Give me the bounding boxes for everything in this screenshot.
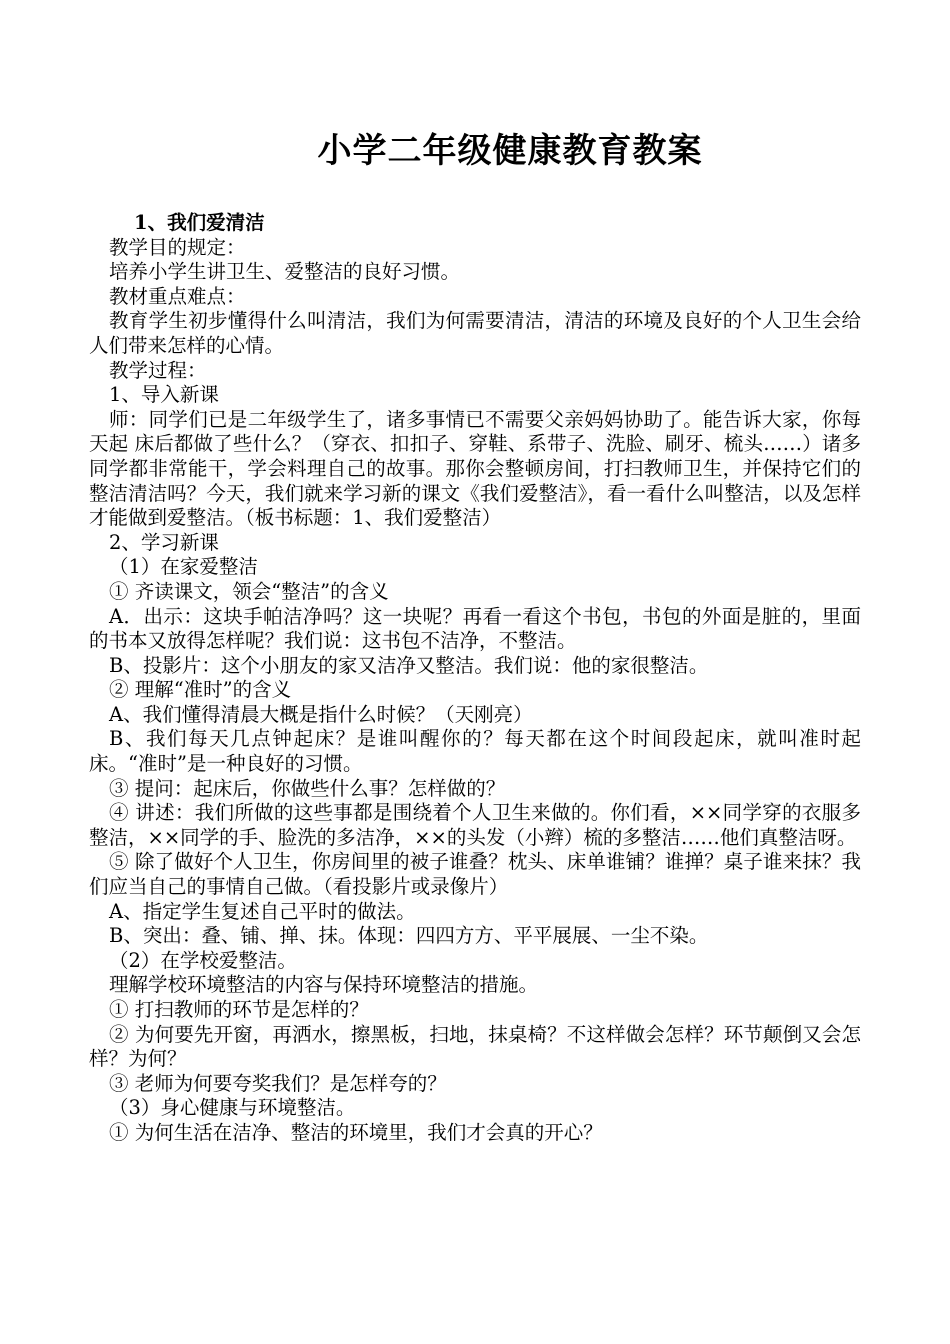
paragraph: 2、学习新课 (109, 530, 219, 554)
paragraph: （1）在家爱整洁 (109, 555, 258, 579)
paragraph: B、我们每天几点钟起床？是谁叫醒你的？每天都在这个时间段起床，就叫准时起床。“准时”是一种良好的习惯。 (89, 727, 861, 776)
paragraph: ⑤ 除了做好个人卫生，你房间里的被子谁叠？枕头、床单谁铺？谁掸？桌子谁来抹？我们应当自己的事情自己做。（看投影片或录像片） (89, 850, 861, 899)
paragraph: 理解学校环境整洁的内容与保持环境整洁的措施。 (109, 973, 539, 997)
paragraph: ② 为何要先开窗，再洒水，擦黑板，扫地，抹桌椅？不这样做会怎样？环节颠倒又会怎样？为何？ (89, 1022, 861, 1071)
paragraph: （2）在学校爱整洁。 (109, 948, 297, 972)
paragraph: ③ 提问：起床后，你做些什么事？怎样做的？ (109, 776, 506, 800)
paragraph: ② 理解“准时”的含义 (109, 678, 292, 702)
paragraph: ① 为何生活在洁净、整洁的环境里，我们才会真的开心？ (109, 1120, 603, 1144)
paragraph: ① 打扫教师的环节是怎样的？ (109, 998, 369, 1021)
paragraph: ④ 讲述：我们所做的这些事都是围绕着个人卫生来做的。你们看，××同学穿的衣服多整洁，××同学的手、脸洗的多洁净，××的头发（小辫）梳的多整洁……他们真整洁呀。 (89, 801, 861, 849)
paragraph: 教材重点难点： (109, 284, 246, 308)
paragraph: ③ 老师为何要夸奖我们？是怎样夸的？ (109, 1071, 447, 1095)
paragraph: A．出示：这块手帕洁净吗？这一块呢？再看一看这个书包，书包的外面是脏的，里面的书本又放得怎样呢？我们说：这书包不洁净，不整洁。 (89, 604, 861, 653)
paragraph: 教学过程： (109, 358, 207, 382)
section-heading: 1、我们爱清洁 (134, 211, 265, 234)
paragraph: 1、导入新课 (109, 383, 219, 407)
document-body (89, 211, 861, 1146)
paragraph: A、我们懂得清晨大概是指什么时候？（天刚亮） (109, 702, 533, 726)
paragraph: 教学目的规定： (109, 235, 246, 259)
document-title: 小学二年级健康教育教案 (317, 131, 703, 171)
paragraph: 教育学生初步懂得什么叫清洁，我们为何需要清洁，清洁的环境及良好的个人卫生会给人们带来怎样的心情。 (89, 309, 861, 357)
paragraph: ① 齐读课文，领会“整洁”的含义 (109, 579, 389, 603)
paragraph: A、指定学生复述自己平时的做法。 (109, 899, 416, 923)
paragraph: B、投影片：这个小朋友的家又洁净又整洁。我们说：他的家很整洁。 (109, 653, 709, 677)
paragraph: 培养小学生讲卫生、爱整洁的良好习惯。 (109, 260, 461, 284)
paragraph: B、突出：叠、铺、掸、抹。体现：四四方方、平平展展、一尘不染。 (109, 924, 709, 948)
paragraph: （3）身心健康与环境整洁。 (109, 1096, 356, 1120)
paragraph: 师：同学们已是二年级学生了，诸多事情已不需要父亲妈妈协助了。能告诉大家，你每天起 床后都做了些什么？（穿衣、扣扣子、穿鞋、系带子、洗脸、刷牙、梳头……）诸多同学都非常能干，学会料理自己的故事。那你会整顿房间，打扫教师卫生，并保持它们的整洁清洁吗？今天，我们就来学习新的课文《我们爱整洁》，看一看什么叫整洁，以及怎样才能做到爱整洁。（板书标题：1、我们爱整洁） (89, 407, 861, 530)
